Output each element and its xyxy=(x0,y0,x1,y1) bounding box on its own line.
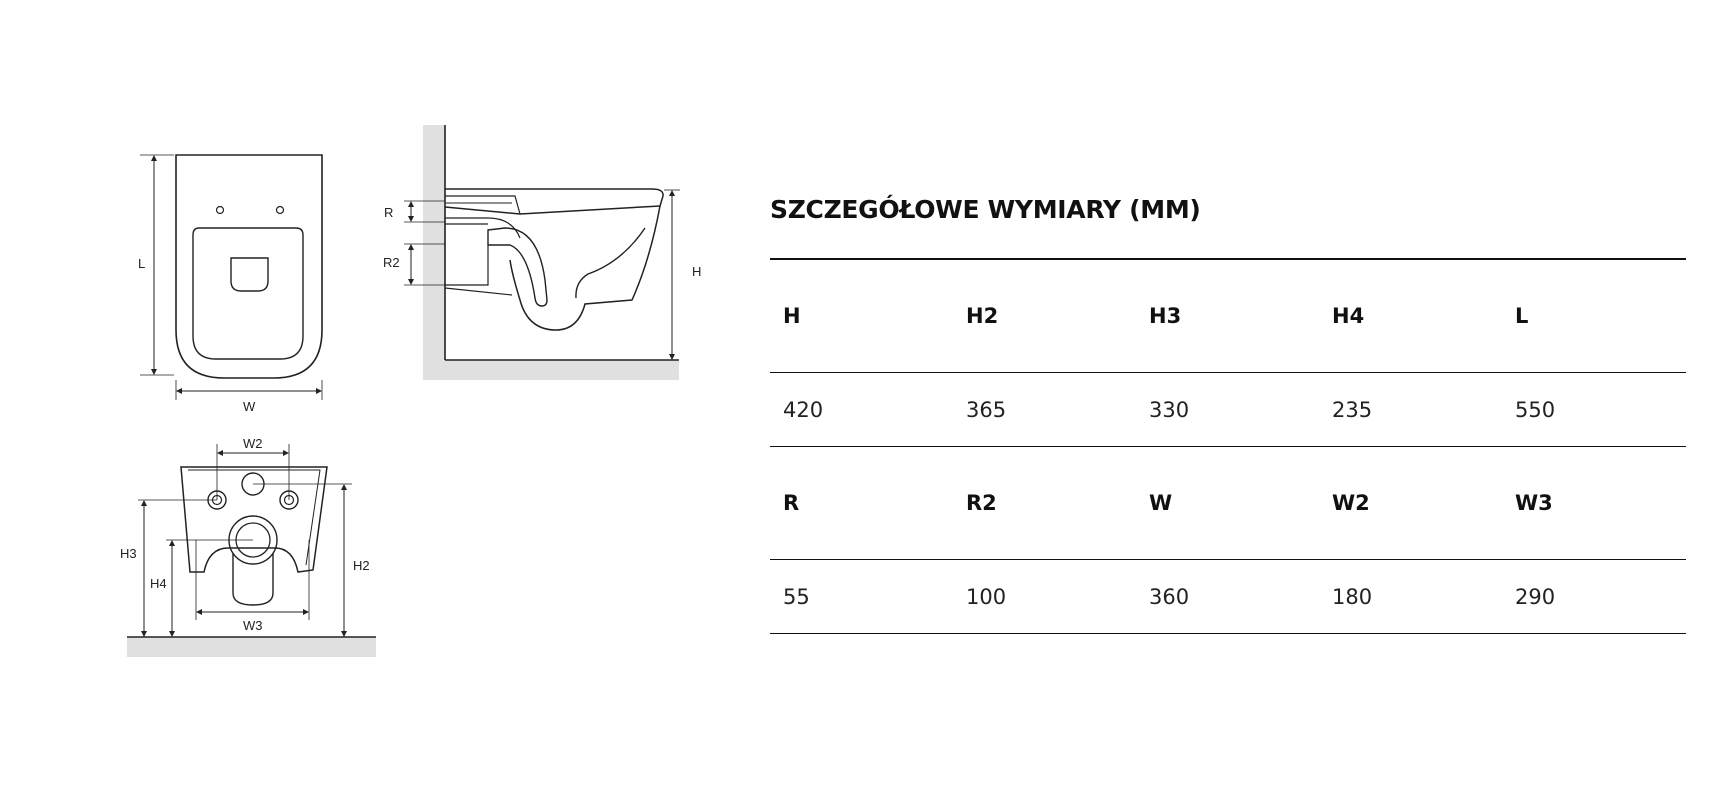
dimension-value-cell: 550 xyxy=(1515,397,1556,422)
dimension-value-cell: 365 xyxy=(966,397,1007,422)
dimension-label-cell: W xyxy=(1149,491,1173,515)
table-value-row xyxy=(770,373,1686,447)
label-h3: H3 xyxy=(120,546,137,561)
label-w: W xyxy=(243,399,256,414)
dimension-value-cell: 330 xyxy=(1149,397,1190,422)
dimension-value-cell: 235 xyxy=(1332,397,1373,422)
dimension-label-cell: W3 xyxy=(1515,491,1553,515)
side-view-drawing xyxy=(404,125,680,380)
dimension-value-cell: 180 xyxy=(1332,584,1373,609)
drawings-svg xyxy=(0,0,720,801)
table-value-row xyxy=(770,560,1686,634)
table-header-row xyxy=(770,447,1686,560)
dimension-value-cell: 360 xyxy=(1149,584,1190,609)
dimension-label-cell: W2 xyxy=(1332,491,1370,515)
label-r: R xyxy=(384,205,394,220)
dimension-label-cell: L xyxy=(1515,304,1529,328)
dimensions-section xyxy=(770,190,1686,634)
table-header-row xyxy=(770,260,1686,373)
label-h2: H2 xyxy=(353,558,370,573)
dimension-value-cell: 420 xyxy=(783,397,824,422)
dimension-label-cell: H4 xyxy=(1332,304,1365,328)
top-view-drawing xyxy=(140,155,322,400)
dimension-label-cell: R2 xyxy=(966,491,997,515)
label-w2: W2 xyxy=(243,436,263,451)
dimension-value-cell: 290 xyxy=(1515,584,1556,609)
label-w3: W3 xyxy=(243,618,263,633)
label-h: H xyxy=(692,264,702,279)
label-h4: H4 xyxy=(150,576,167,591)
label-r2: R2 xyxy=(383,255,400,270)
technical-drawings xyxy=(0,0,720,801)
dimension-label-cell: H xyxy=(783,304,801,328)
dimension-label-cell: H3 xyxy=(1149,304,1182,328)
label-l: L xyxy=(138,256,146,271)
dimension-label-cell: R xyxy=(783,491,800,515)
dimension-label-cell: H2 xyxy=(966,304,999,328)
dimension-value-cell: 100 xyxy=(966,584,1007,609)
dimensions-title: SZCZEGÓŁOWE WYMIARY (MM) xyxy=(770,195,1201,224)
dimension-value-cell: 55 xyxy=(783,584,810,609)
dimensions-table xyxy=(770,258,1686,634)
